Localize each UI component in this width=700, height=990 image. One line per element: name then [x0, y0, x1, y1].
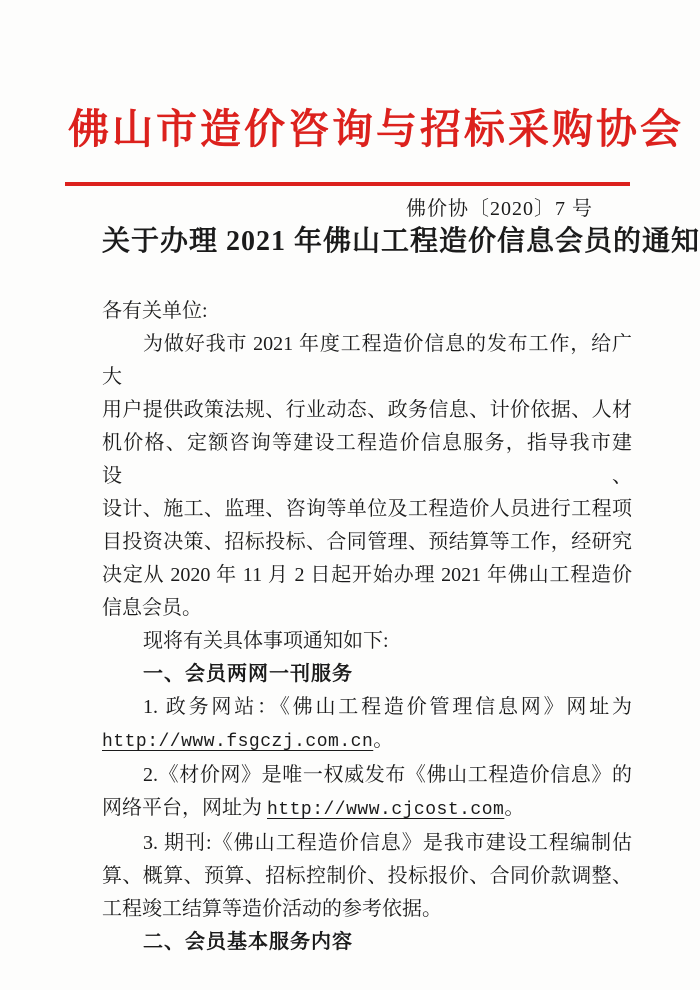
- text-segment: 为做好我市 2021 年度工程造价信息的发布工作，给广大: [102, 333, 632, 389]
- text-segment: 3. 期刊:《佛山工程造价信息》是我市建设工程编制估: [143, 832, 632, 855]
- para1-line2: [102, 394, 632, 427]
- text-segment: 。: [373, 729, 394, 752]
- url-link[interactable]: http://www.cjcost.com: [267, 800, 505, 821]
- text-segment: 用户提供政策法规、行业动态、政务信息、计价依据、人材: [102, 399, 632, 422]
- para1-line5: [102, 526, 632, 559]
- org-title: 佛山市造价咨询与招标采购协会: [68, 106, 684, 152]
- para1-line7: [102, 592, 632, 625]
- item1-line1: [102, 691, 632, 724]
- item2-line2: [102, 792, 632, 827]
- notice-title: 关于办理 2021 年佛山工程造价信息会员的通知: [102, 226, 700, 258]
- text-segment: 算、概算、预算、招标控制价、投标报价、合同价款调整、: [102, 865, 632, 888]
- text-segment: 设计、施工、监理、咨询等单位及工程造价人员进行工程项: [102, 498, 632, 521]
- text-segment: 决定从 2020 年 11 月 2 日起开始办理 2021 年佛山工程造价: [102, 564, 632, 587]
- text-segment: 工程竣工结算等造价活动的参考依据。: [102, 898, 442, 921]
- doc-number: 佛价协〔2020〕7 号: [406, 198, 593, 221]
- item2-line1: [102, 759, 632, 792]
- text-segment: 目投资决策、招标投标、合同管理、预结算等工作，经研究: [102, 531, 632, 554]
- url-link[interactable]: http://www.fsgczj.com.cn: [102, 732, 374, 753]
- header-divider-rule: [65, 182, 630, 186]
- para1-line4: [102, 493, 632, 526]
- text-segment: 各有关单位:: [102, 300, 208, 323]
- para1-line3: [102, 427, 632, 493]
- para1-line1: [102, 328, 632, 394]
- text-segment: 机价格、定额咨询等建设工程造价信息服务，指导我市建设、: [102, 432, 632, 488]
- section-2-heading: [102, 926, 632, 959]
- para1-line6: [102, 559, 632, 592]
- text-segment: 2.《材价网》是唯一权威发布《佛山工程造价信息》的: [143, 764, 632, 787]
- text-segment: 信息会员。: [102, 597, 202, 620]
- item1-line2: [102, 724, 632, 759]
- text-segment: 1. 政务网站：《佛山工程造价管理信息网》网址为: [143, 696, 632, 719]
- text-segment: 。: [504, 797, 525, 820]
- text-segment: 二、会员基本服务内容: [143, 931, 353, 954]
- item3-line2: [102, 860, 632, 893]
- section-1-heading: [102, 658, 632, 691]
- text-segment: 现将有关具体事项通知如下:: [143, 630, 389, 653]
- notice-body: [102, 295, 632, 959]
- salutation: [102, 295, 632, 328]
- para2: [102, 625, 632, 658]
- text-segment: 一、会员两网一刊服务: [143, 663, 353, 686]
- item3-line1: [102, 827, 632, 860]
- item3-line3: [102, 893, 632, 926]
- text-segment: 网络平台，网址为: [102, 797, 267, 820]
